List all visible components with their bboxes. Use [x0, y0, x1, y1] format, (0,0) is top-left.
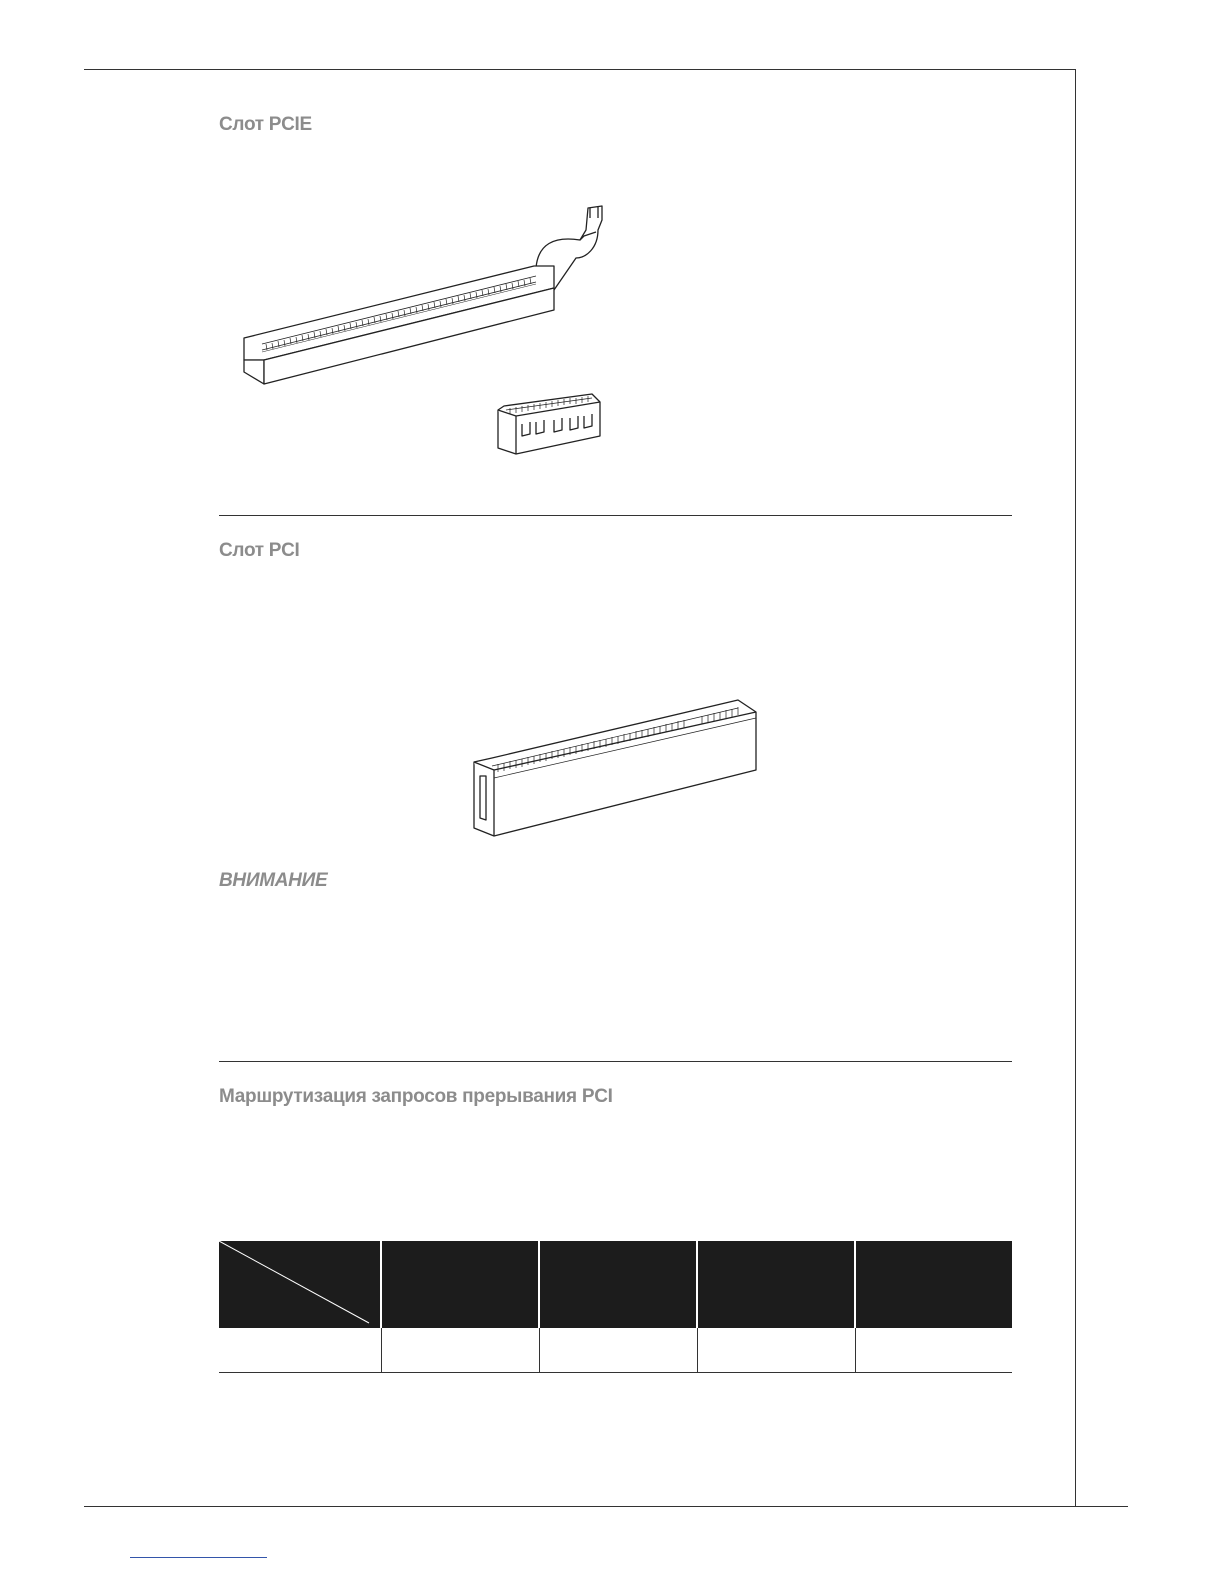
pci-slot-heading: Слот PCI [219, 540, 300, 561]
diagonal-divider [219, 1241, 381, 1328]
irq-routing-table [219, 1241, 1012, 1373]
table-corner-cell [219, 1241, 381, 1328]
page-bottom-rule [84, 1506, 1128, 1507]
table-cell [539, 1328, 697, 1373]
footer-link-underline[interactable] [130, 1557, 267, 1558]
page-right-rule [1075, 69, 1076, 1506]
section-separator [219, 1061, 1012, 1062]
table-cell [855, 1328, 1012, 1373]
table-header-cell [697, 1241, 855, 1328]
pcie-x16-slot-illustration [236, 200, 616, 390]
table-cell [381, 1328, 539, 1373]
pcie-slot-heading: Слот PCIE [219, 114, 312, 135]
attention-heading: ВНИМАНИЕ [219, 870, 328, 891]
table-cell [219, 1328, 381, 1373]
pcie-x1-slot-illustration [492, 388, 604, 460]
table-header-cell [539, 1241, 697, 1328]
section-separator [219, 515, 1012, 516]
table-cell [697, 1328, 855, 1373]
table-header-cell [381, 1241, 539, 1328]
pci-slot-illustration [470, 692, 762, 840]
table-header-cell [855, 1241, 1012, 1328]
irq-routing-heading: Маршрутизация запросов прерывания PCI [219, 1086, 613, 1107]
table-row [219, 1328, 1012, 1373]
page-top-rule [84, 69, 1076, 70]
table-header-row [219, 1241, 1012, 1328]
